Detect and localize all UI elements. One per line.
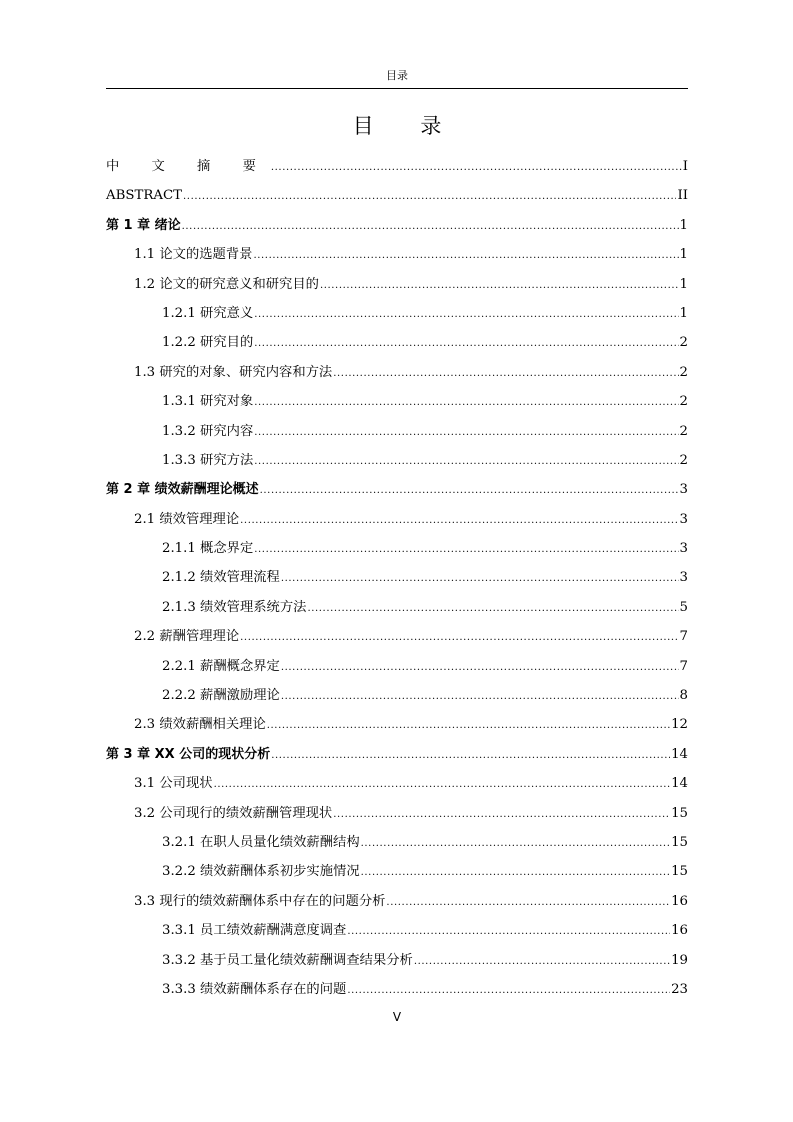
dot-leader: [386, 888, 670, 917]
toc-entry-label: 2.1.2 绩效管理流程: [162, 570, 280, 586]
dot-leader: [254, 329, 678, 358]
dot-leader: [182, 212, 679, 241]
toc-entry-page: 12: [671, 717, 688, 733]
toc-entry-label: 2.3 绩效薪酬相关理论: [134, 717, 266, 733]
toc-entry-label: 1.3.3 研究方法: [162, 452, 254, 468]
toc-entry[interactable]: [106, 417, 688, 446]
dot-leader: [320, 271, 679, 300]
toc-entry[interactable]: [106, 534, 688, 563]
running-header: 目录: [386, 69, 408, 82]
toc-entry-page: 15: [671, 805, 688, 821]
toc-entry-label: 3.2.1 在职人员量化绩效薪酬结构: [162, 834, 360, 850]
dot-leader: [281, 653, 679, 682]
toc-entry-label: 3.3.2 基于员工量化绩效薪酬调查结果分析: [162, 952, 413, 968]
dot-leader: [240, 506, 678, 535]
dot-leader: [254, 418, 678, 447]
toc-entry-page: 3: [679, 511, 688, 527]
toc-entry[interactable]: [106, 769, 688, 798]
toc-entry-label: 3.1 公司现状: [134, 776, 213, 792]
toc-entry-label: 3.3.1 员工绩效薪酬满意度调查: [162, 923, 347, 939]
toc-entry-page: 1: [679, 305, 688, 321]
toc-entry[interactable]: [106, 681, 688, 710]
toc-entry[interactable]: [106, 622, 688, 651]
toc-entry-label: 中 文 摘 要: [106, 159, 270, 174]
toc-entry[interactable]: [106, 799, 688, 828]
toc-entry-page: 19: [671, 952, 688, 968]
toc-entry[interactable]: [106, 181, 688, 210]
dot-leader: [333, 359, 678, 388]
toc-entry[interactable]: [106, 828, 688, 857]
dot-leader: [183, 182, 676, 211]
dot-leader: [240, 623, 678, 652]
toc-entry-page: 2: [679, 394, 688, 410]
toc-entry[interactable]: [106, 710, 688, 739]
toc-entry-label: 2.1.3 绩效管理系统方法: [162, 599, 307, 615]
toc-entry[interactable]: [106, 857, 688, 886]
toc-entry[interactable]: [106, 211, 688, 240]
toc-entry-label: 1.2 论文的研究意义和研究目的: [134, 276, 319, 292]
dot-leader: [214, 770, 671, 799]
toc-entry[interactable]: [106, 505, 688, 534]
toc-entry-page: 16: [671, 923, 688, 939]
dot-leader: [260, 476, 679, 505]
dot-leader: [347, 976, 670, 1005]
dot-leader: [333, 800, 670, 829]
toc-entry-page: 7: [679, 629, 688, 645]
toc-entry-label: 3.2 公司现行的绩效薪酬管理现状: [134, 805, 333, 821]
toc-entry-label: 2.2.1 薪酬概念界定: [162, 658, 280, 674]
toc-entry[interactable]: [106, 652, 688, 681]
toc-entry[interactable]: [106, 299, 688, 328]
toc-entry-label: 2.1.1 概念界定: [162, 541, 254, 557]
dot-leader: [281, 564, 679, 593]
toc-entry[interactable]: [106, 916, 688, 945]
toc-entry-label: 2.1 绩效管理理论: [134, 511, 240, 527]
toc-entry-page: 23: [671, 981, 688, 997]
dot-leader: [361, 858, 670, 887]
table-of-contents: [106, 152, 688, 1004]
toc-entry-label: 3.3.3 绩效薪酬体系存在的问题: [162, 981, 347, 997]
dot-leader: [253, 241, 678, 270]
toc-entry-page: 8: [679, 688, 688, 704]
dot-leader: [281, 682, 679, 711]
dot-leader: [271, 153, 682, 182]
toc-entry[interactable]: [106, 946, 688, 975]
toc-entry-page: 16: [671, 893, 688, 909]
toc-entry-label: 1.3.1 研究对象: [162, 394, 254, 410]
toc-entry-page: II: [677, 188, 688, 204]
toc-entry[interactable]: [106, 240, 688, 269]
toc-entry-page: 5: [679, 599, 688, 615]
toc-entry-page: 3: [679, 541, 688, 557]
toc-entry-page: 2: [679, 423, 688, 439]
dot-leader: [271, 741, 670, 770]
dot-leader: [267, 711, 670, 740]
toc-entry[interactable]: [106, 328, 688, 357]
toc-entry[interactable]: [106, 475, 688, 504]
page-number: V: [392, 1010, 402, 1024]
toc-entry-page: 2: [679, 335, 688, 351]
toc-entry-page: 3: [679, 482, 688, 498]
toc-entry-label: 第 3 章 XX 公司的现状分析: [106, 746, 271, 762]
dot-leader: [254, 447, 678, 476]
toc-entry[interactable]: [106, 593, 688, 622]
toc-entry-page: 7: [679, 658, 688, 674]
toc-entry-label: 2.2 薪酬管理理论: [134, 629, 240, 645]
toc-entry-label: 1.2.1 研究意义: [162, 305, 254, 321]
toc-entry[interactable]: [106, 740, 688, 769]
dot-leader: [414, 947, 670, 976]
dot-leader: [254, 300, 678, 329]
toc-entry-page: 2: [679, 452, 688, 468]
toc-entry[interactable]: [106, 446, 688, 475]
toc-entry-page: I: [682, 159, 688, 174]
toc-entry-page: 15: [671, 864, 688, 880]
toc-entry[interactable]: [106, 887, 688, 916]
toc-entry[interactable]: [106, 387, 688, 416]
toc-entry-label: ABSTRACT: [106, 188, 183, 204]
toc-entry-page: 3: [679, 570, 688, 586]
dot-leader: [254, 535, 678, 564]
toc-entry-page: 15: [671, 834, 688, 850]
toc-entry-label: 1.3.2 研究内容: [162, 423, 254, 439]
toc-entry[interactable]: [106, 270, 688, 299]
toc-title: 目 录: [352, 114, 462, 138]
dot-leader: [361, 829, 670, 858]
toc-entry[interactable]: [106, 975, 688, 1004]
toc-entry-label: 3.3 现行的绩效薪酬体系中存在的问题分析: [134, 893, 386, 909]
toc-entry-page: 14: [671, 776, 688, 792]
toc-entry[interactable]: [106, 358, 688, 387]
toc-entry-page: 1: [679, 276, 688, 292]
toc-entry-page: 1: [679, 217, 688, 233]
toc-entry-label: 1.2.2 研究目的: [162, 335, 254, 351]
toc-entry-page: 1: [679, 247, 688, 263]
toc-entry-label: 1.1 论文的选题背景: [134, 247, 253, 263]
toc-entry-page: 14: [671, 746, 688, 762]
toc-entry[interactable]: [106, 152, 688, 181]
dot-leader: [254, 388, 678, 417]
toc-entry-label: 3.2.2 绩效薪酬体系初步实施情况: [162, 864, 360, 880]
toc-entry-label: 第 2 章 绩效薪酬理论概述: [106, 482, 259, 498]
toc-entry-label: 2.2.2 薪酬激励理论: [162, 688, 280, 704]
dot-leader: [307, 594, 678, 623]
header-rule: [106, 88, 688, 89]
toc-entry-page: 2: [679, 364, 688, 380]
toc-entry-label: 第 1 章 绪论: [106, 217, 181, 233]
toc-entry[interactable]: [106, 563, 688, 592]
toc-entry-label: 1.3 研究的对象、研究内容和方法: [134, 364, 333, 380]
dot-leader: [347, 917, 670, 946]
